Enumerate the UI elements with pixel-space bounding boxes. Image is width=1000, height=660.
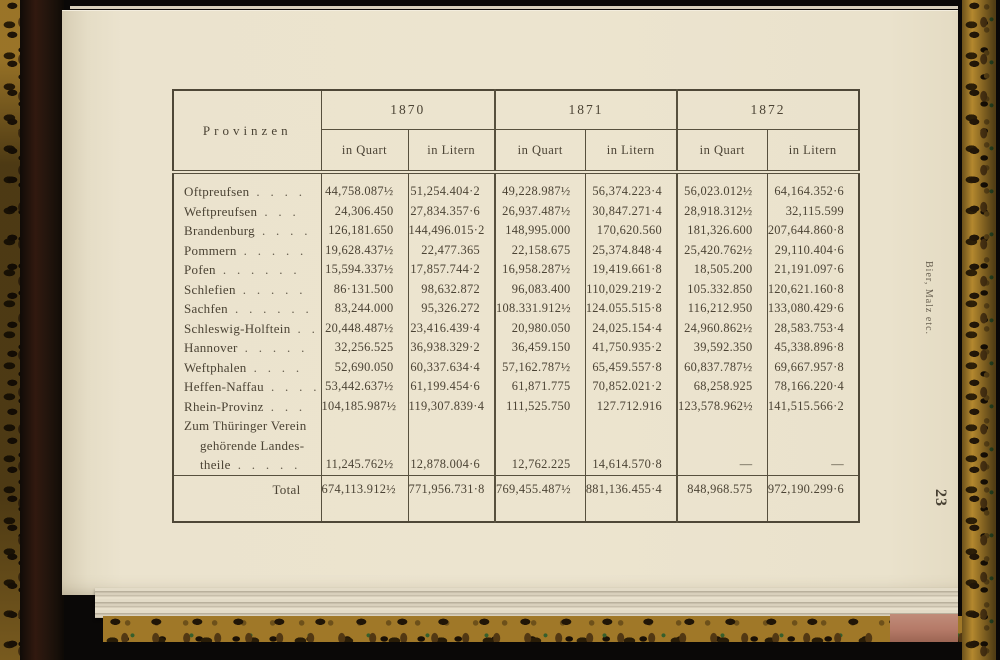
value-cell: 108.331.912½	[495, 299, 585, 319]
value-cell: 27,834.357·6	[408, 202, 495, 222]
col-header-quart: in Quart	[321, 130, 408, 173]
value-cell: 170,620.560	[585, 221, 677, 241]
dot-leader: . . . .	[270, 379, 317, 394]
table-row	[173, 202, 859, 222]
value-cell: 83,244.000	[321, 299, 408, 319]
province-name: Schleswig-Holftein	[184, 320, 291, 336]
value-cell: 20,980.050	[495, 319, 585, 339]
value-cell: 24,306.450	[321, 202, 408, 222]
value-cell: 24,025.154·4	[585, 319, 677, 339]
table-row	[173, 319, 859, 339]
value-cell: 116,212.950	[677, 299, 767, 319]
value-cell: 16,958.287½	[495, 260, 585, 280]
value-cell: 133,080.429·6	[767, 299, 859, 319]
value-cell: 11,245.762½	[321, 416, 408, 475]
value-cell: 105.332.850	[677, 280, 767, 300]
margin-label: Bier, Malz etc.	[923, 261, 934, 336]
dot-leader: . . .	[270, 398, 303, 414]
value-cell: 49,228.987½	[495, 172, 585, 202]
book-page	[62, 10, 958, 595]
value-cell: 95,326.272	[408, 299, 495, 319]
table-row	[173, 280, 859, 300]
value-cell: 126,181.650	[321, 221, 408, 241]
dot-leader: . . . . .	[242, 281, 303, 297]
table-row	[173, 299, 859, 319]
value-cell: 78,166.220·4	[767, 377, 859, 397]
leather-corner	[890, 614, 958, 642]
value-cell: 68,258.925	[677, 377, 767, 397]
value-cell: 19,419.661·8	[585, 260, 677, 280]
value-cell: 12,762.225	[495, 416, 585, 475]
value-cell: 96,083.400	[495, 280, 585, 300]
value-cell: 25,420.762½	[677, 241, 767, 261]
province-name: Oftpreufsen	[184, 184, 250, 199]
value-cell: 14,614.570·8	[585, 416, 677, 475]
value-cell: 60,337.634·4	[408, 358, 495, 378]
year-header-1872: 1872	[677, 90, 859, 130]
value-cell: 23,416.439·4	[408, 319, 495, 339]
province-name: Weftphalen	[184, 359, 247, 375]
province-name: Heffen-Naffau	[184, 379, 264, 394]
statistics-table	[172, 89, 860, 523]
table-row	[173, 241, 859, 261]
value-cell: 12,878.004·6	[408, 416, 495, 475]
province-name: Pofen	[184, 262, 216, 277]
book-spine	[20, 0, 64, 660]
value-cell: 36,459.150	[495, 338, 585, 358]
value-cell: 22,158.675	[495, 241, 585, 261]
value-cell: 19,628.437½	[321, 241, 408, 261]
dot-leader: . . . .	[256, 184, 303, 199]
value-cell: 86·131.500	[321, 280, 408, 300]
col-header-litern: in Litern	[585, 130, 677, 173]
value-cell: —	[677, 416, 767, 475]
value-cell: 28,918.312½	[677, 202, 767, 222]
value-cell: 61,871.775	[495, 377, 585, 397]
province-name: Weftpreufsen	[184, 203, 258, 219]
year-header-1871: 1871	[495, 90, 677, 130]
value-cell: 22,477.365	[408, 241, 495, 261]
value-cell: 28,583.753·4	[767, 319, 859, 339]
dot-leader: . . . .	[253, 359, 300, 375]
col-header-litern: in Litern	[408, 130, 495, 173]
table-row	[173, 338, 859, 358]
value-cell: 141,515.566·2	[767, 397, 859, 417]
value-cell: 41,750.935·2	[585, 338, 677, 358]
province-name-line: gehörende Landes-	[200, 437, 305, 453]
page-edges-stack	[95, 588, 958, 618]
table-row	[173, 172, 859, 202]
value-cell: 32,256.525	[321, 338, 408, 358]
value-cell: 18,505.200	[677, 260, 767, 280]
table-row	[173, 260, 859, 280]
value-cell: 51,254.404·2	[408, 172, 495, 202]
province-name: Schlefien	[184, 281, 236, 297]
value-cell: 26,937.487½	[495, 202, 585, 222]
province-name-line: theile	[200, 457, 231, 472]
dot-leader: . .	[297, 320, 316, 336]
dot-leader: . . . . .	[237, 457, 298, 472]
province-name: Sachfen	[184, 301, 228, 316]
total-value-cell: 972,190.299·6	[767, 475, 859, 522]
value-cell: 15,594.337½	[321, 260, 408, 280]
dot-leader: . . . . .	[243, 242, 304, 258]
total-value-cell: 848,968.575	[677, 475, 767, 522]
value-cell: 119,307.839·4	[408, 397, 495, 417]
total-value-cell: 881,136.455·4	[585, 475, 677, 522]
dot-leader: . . .	[264, 203, 297, 219]
table-row	[173, 358, 859, 378]
marbled-edge-bottom	[103, 616, 963, 642]
province-name-line: Zum Thüringer Verein	[184, 418, 307, 433]
page-number: 23	[932, 489, 949, 507]
table-row-thueringer	[173, 416, 859, 475]
dot-leader: . . . . .	[244, 340, 305, 355]
province-name: Hannover	[184, 340, 238, 355]
table-row	[173, 377, 859, 397]
total-value-cell: 769,455.487½	[495, 475, 585, 522]
value-cell: 123,578.962½	[677, 397, 767, 417]
value-cell: 21,191.097·6	[767, 260, 859, 280]
value-cell: 127.712.916	[585, 397, 677, 417]
value-cell: 207,644.860·8	[767, 221, 859, 241]
provinces-header: Provinzen	[173, 90, 321, 172]
value-cell: 69,667.957·8	[767, 358, 859, 378]
value-cell: 104,185.987½	[321, 397, 408, 417]
col-header-quart: in Quart	[495, 130, 585, 173]
value-cell: 44,758.087½	[321, 172, 408, 202]
province-name: Rhein-Provinz	[184, 398, 264, 414]
value-cell: 124.055.515·8	[585, 299, 677, 319]
value-cell: 111,525.750	[495, 397, 585, 417]
table-row	[173, 221, 859, 241]
value-cell: 110,029.219·2	[585, 280, 677, 300]
value-cell: 30,847.271·4	[585, 202, 677, 222]
col-header-litern: in Litern	[767, 130, 859, 173]
value-cell: 53,442.637½	[321, 377, 408, 397]
value-cell: 39,592.350	[677, 338, 767, 358]
value-cell: 60,837.787½	[677, 358, 767, 378]
dot-leader: . . . . . .	[222, 262, 297, 277]
value-cell: —	[767, 416, 859, 475]
value-cell: 36,938.329·2	[408, 338, 495, 358]
dot-leader: . . . .	[261, 223, 308, 238]
table-row	[173, 397, 859, 417]
value-cell: 65,459.557·8	[585, 358, 677, 378]
total-value-cell: 674,113.912½	[321, 475, 408, 522]
value-cell: 52,690.050	[321, 358, 408, 378]
page-top-edge	[70, 6, 958, 9]
value-cell: 57,162.787½	[495, 358, 585, 378]
total-value-cell: 771,956.731·8	[408, 475, 495, 522]
table-row-total	[173, 475, 859, 522]
value-cell: 45,338.896·8	[767, 338, 859, 358]
value-cell: 24,960.862½	[677, 319, 767, 339]
total-label: Total	[173, 475, 321, 522]
value-cell: 56,023.012½	[677, 172, 767, 202]
province-name: Pommern	[184, 242, 237, 258]
value-cell: 98,632.872	[408, 280, 495, 300]
col-header-quart: in Quart	[677, 130, 767, 173]
value-cell: 148,995.000	[495, 221, 585, 241]
year-header-1870: 1870	[321, 90, 495, 130]
value-cell: 17,857.744·2	[408, 260, 495, 280]
value-cell: 29,110.404·6	[767, 241, 859, 261]
header-year-row	[173, 90, 859, 130]
value-cell: 56,374.223·4	[585, 172, 677, 202]
value-cell: 120,621.160·8	[767, 280, 859, 300]
value-cell: 181,326.600	[677, 221, 767, 241]
value-cell: 61,199.454·6	[408, 377, 495, 397]
marbled-edge-right	[962, 0, 996, 660]
value-cell: 20,448.487½	[321, 319, 408, 339]
value-cell: 144,496.015·2	[408, 221, 495, 241]
value-cell: 64,164.352·6	[767, 172, 859, 202]
province-name: Brandenburg	[184, 223, 255, 238]
value-cell: 32,115.599	[767, 202, 859, 222]
value-cell: 25,374.848·4	[585, 241, 677, 261]
dot-leader: . . . . . .	[234, 301, 310, 316]
value-cell: 70,852.021·2	[585, 377, 677, 397]
